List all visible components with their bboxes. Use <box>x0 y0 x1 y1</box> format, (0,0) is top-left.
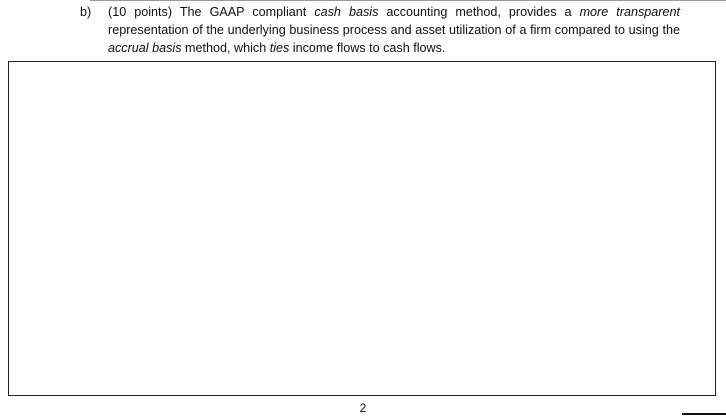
question-text-segment: accrual basis <box>108 41 182 55</box>
page-number: 2 <box>359 401 367 415</box>
question-text <box>108 3 680 57</box>
answer-box[interactable] <box>8 61 716 396</box>
top-rule <box>90 0 726 1</box>
question-text-segment: ties <box>269 41 290 55</box>
question-text-segment: income flows to cash flows. <box>289 41 446 55</box>
question-text-segment: The GAAP compliant <box>172 5 315 19</box>
question-points: (10 points) <box>108 5 173 19</box>
question-text-segment: method, which <box>181 41 270 55</box>
question-text-segment: more transparent <box>579 5 680 19</box>
question-b <box>80 3 680 57</box>
question-text-segment: cash basis <box>314 5 379 19</box>
question-text-segment: accounting method, provides a <box>378 5 580 19</box>
question-label: b) <box>80 5 92 19</box>
question-text-segment: representation of the underlying business process and asset utilization of a firm compared to using the <box>108 23 680 37</box>
corner-mark <box>682 413 726 415</box>
